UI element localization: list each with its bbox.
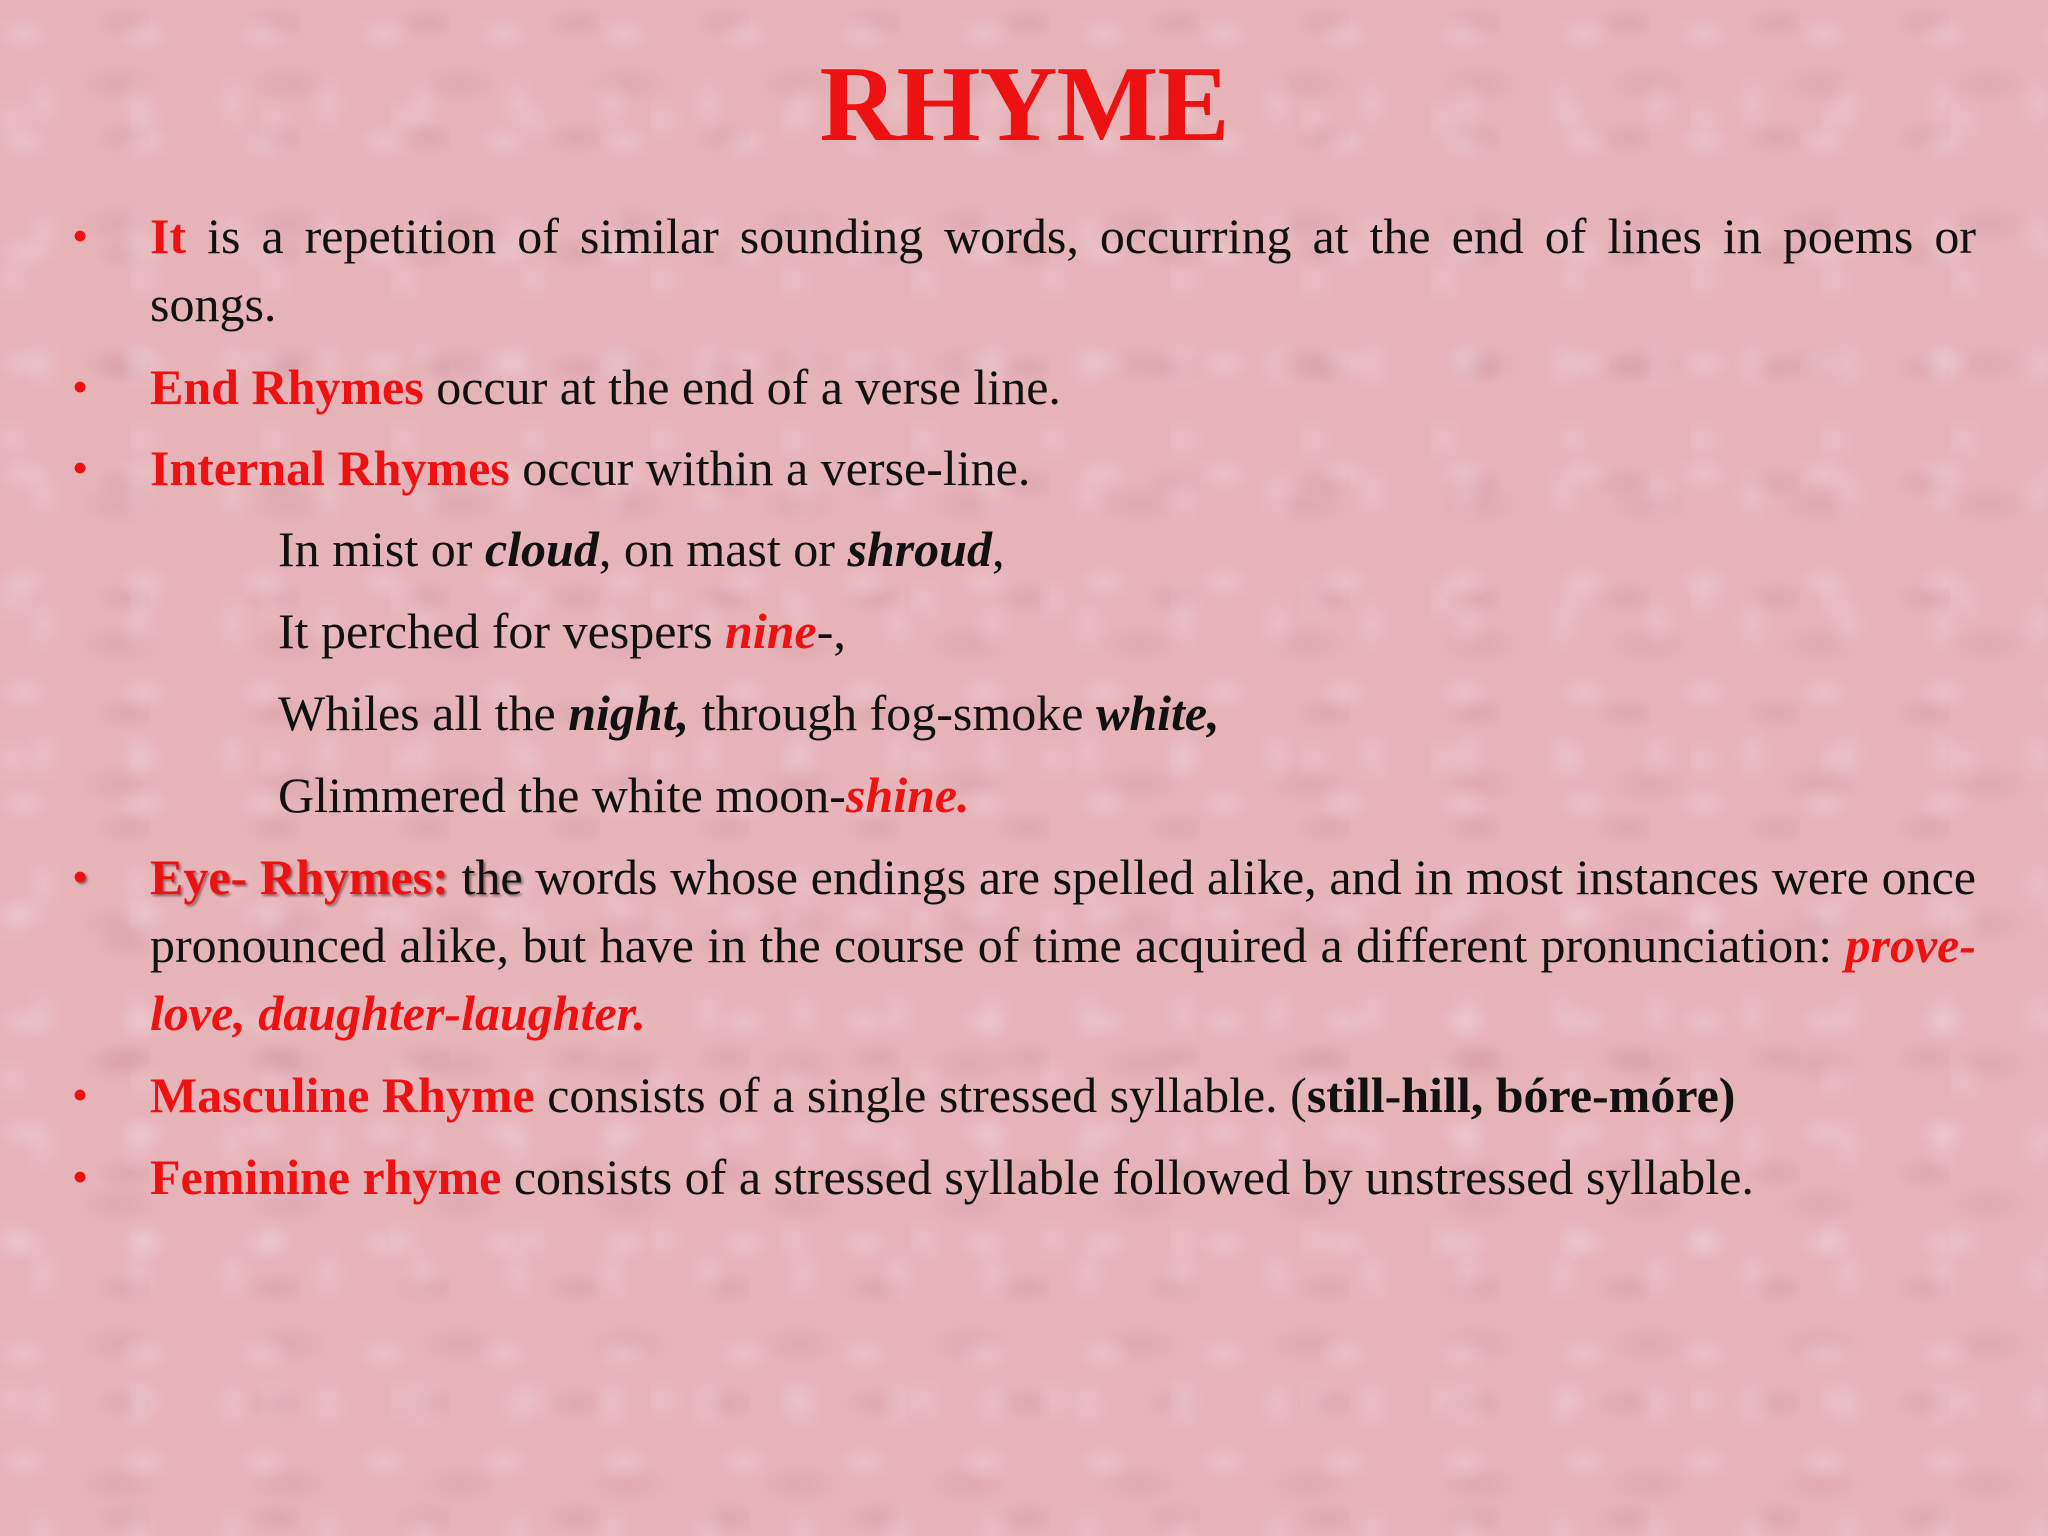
- rhyme-word: shine.: [845, 767, 970, 823]
- rhyme-word: shroud: [847, 521, 992, 577]
- masculine-rhyme-item: [150, 1061, 1976, 1129]
- end-rhymes-item: [150, 353, 1976, 421]
- feminine-rhyme-item: [150, 1143, 1976, 1211]
- term-highlight: End Rhymes: [150, 359, 424, 415]
- item-text: occur within a verse-line.: [509, 440, 1031, 496]
- bullet-marker: •: [72, 1151, 89, 1202]
- rhyme-word: night,: [568, 685, 690, 741]
- verse-line: Whiles all the night, through fog-smoke white,: [278, 685, 1220, 741]
- bullet-marker: •: [72, 210, 89, 261]
- item-text: is a repetition of similar sounding words, occurring at the end of lines in poems or songs.: [150, 208, 1976, 332]
- term-highlight: Eye- Rhymes:: [150, 849, 449, 905]
- verse-line: Glimmered the white moon-shine.: [278, 767, 970, 823]
- item-text: consists of a single stressed syllable. (: [534, 1067, 1307, 1123]
- slide-title: RHYME: [819, 45, 1229, 164]
- item-text: words whose endings are spelled alike, and in most instances were once pronounced alike, but have in the course of time acquired a different pronunciation:: [150, 849, 1976, 973]
- rhyme-word: white,: [1095, 685, 1220, 741]
- verse-line: In mist or cloud, on mast or shroud,: [278, 521, 1005, 577]
- term-highlight: Internal Rhymes: [150, 440, 510, 496]
- bullet-marker: •: [72, 442, 89, 493]
- rhyme-word: cloud: [484, 521, 599, 577]
- example-words: prove-love, daughter-laughter.: [150, 917, 1976, 1041]
- internal-rhymes-item: [150, 434, 1976, 502]
- rhyme-word: nine: [725, 603, 817, 659]
- item-text: consists of a stressed syllable followed by unstressed syllable.: [501, 1149, 1754, 1205]
- item-text: occur at the end of a verse line.: [423, 359, 1061, 415]
- term-highlight: Masculine Rhyme: [150, 1067, 535, 1123]
- term-highlight: It: [150, 208, 187, 264]
- bullet-marker: •: [72, 1069, 89, 1120]
- definition-item: [150, 202, 1976, 338]
- verse-line: It perched for vespers nine-,: [278, 603, 846, 659]
- bullet-marker: •: [72, 851, 89, 902]
- example-words: still-hill, bóre-móre): [1306, 1067, 1736, 1123]
- eye-rhymes-item: [150, 843, 1976, 1047]
- term-highlight: Feminine rhyme: [150, 1149, 502, 1205]
- bullet-marker: •: [72, 361, 89, 412]
- term-suffix: the: [448, 849, 523, 905]
